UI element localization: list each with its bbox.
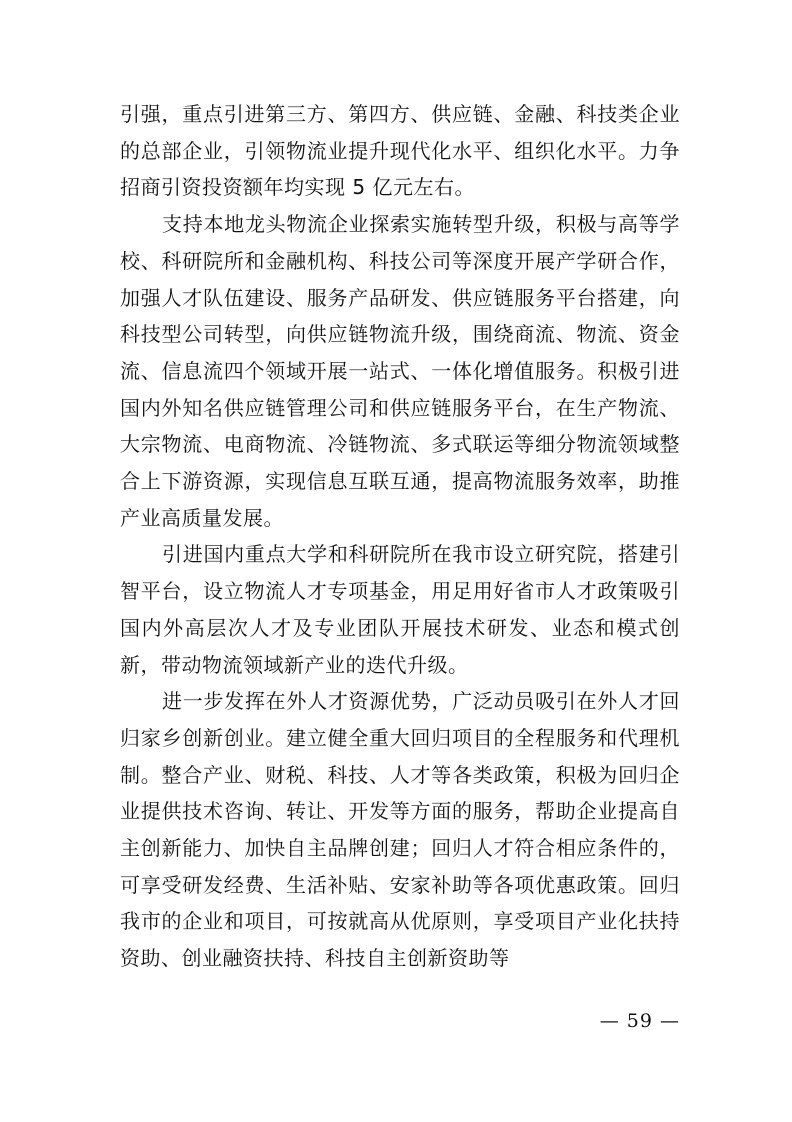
paragraph-research-institute: 引进国内重点大学和科研院所在我市设立研究院，搭建引智平台，设立物流人才专项基金，用足用好省市人才政策吸引国内外高层次人才及专业团队开展技术研发、业态和模式创新，带动物流领域新产业的迭代升级。	[120, 542, 680, 677]
page-number: — 59 —	[599, 1010, 680, 1032]
paragraph-logistics-enterprise-upgrade: 支持本地龙头物流企业探索实施转型升级，积极与高等学校、科研院所和金融机构、科技公司等深度开展产学研合作，加强人才队伍建设、服务产品研发、供应链服务平台搭建，向科技型公司转型，向供应链物流升级，围绕商流、物流、资金流、信息流四个领域开展一站式、一体化增值服务。积极引进国内外知名供应链管理公司和供应链服务平台，在生产物流、大宗物流、电商物流、冷链物流、多式联运等细分物流领域整合上下游资源，实现信息互联互通，提高物流服务效率，助推产业高质量发展。	[120, 212, 680, 530]
paragraph-continuation: 引强，重点引进第三方、第四方、供应链、金融、科技类企业的总部企业，引领物流业提升现代化水平、组织化水平。力争招商引资投资额年均实现 5 亿元左右。	[120, 102, 680, 200]
paragraph-returning-talent: 进一步发挥在外人才资源优势，广泛动员吸引在外人才回归家乡创新创业。建立健全重大回归项目的全程服务和代理机制。整合产业、财税、科技、人才等各类政策，积极为回归企业提供技术咨询、转让、开发等方面的服务，帮助企业提高自主创新能力、加快自主品牌创建；回归人才符合相应条件的，可享受研发经费、生活补贴、安家补助等各项优惠政策。回归我市的企业和项目，可按就高从优原则，享受项目产业化扶持资助、创业融资扶持、科技自主创新资助等	[120, 689, 680, 971]
body-text	[120, 96, 680, 977]
